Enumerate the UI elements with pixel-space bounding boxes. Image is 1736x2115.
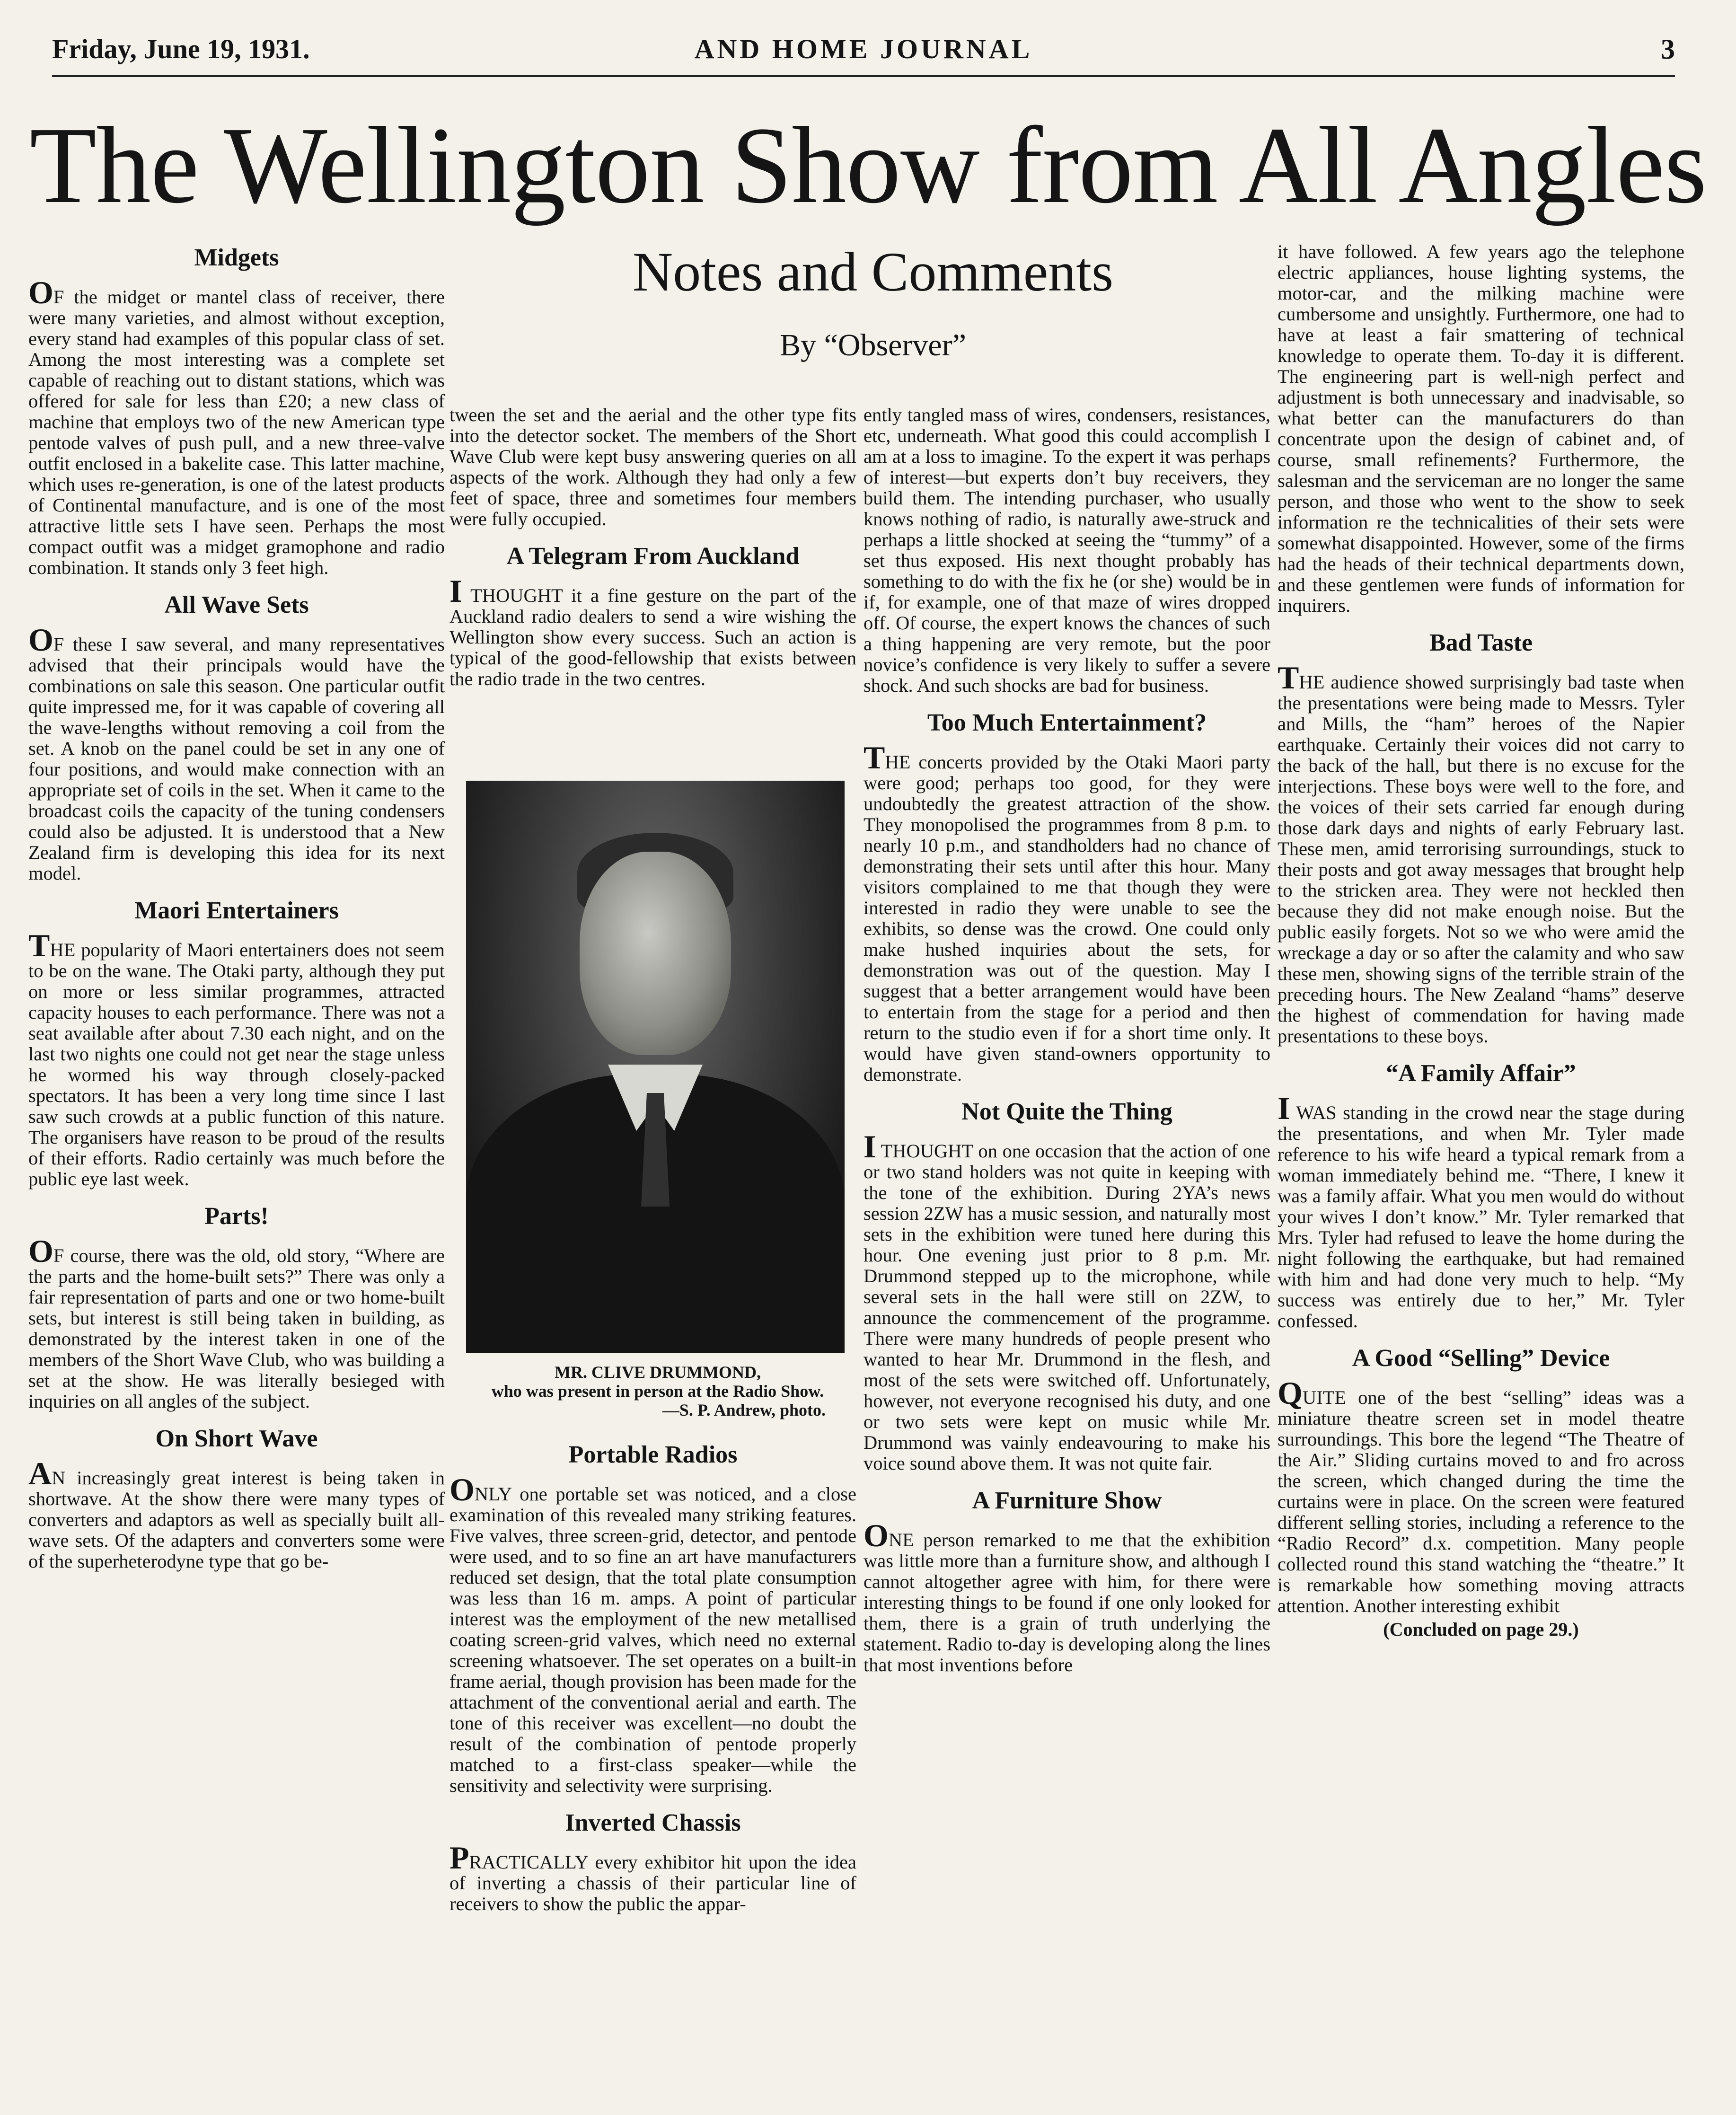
running-head — [52, 33, 1675, 76]
article-inverted-chassis: PRACTICALLY every exhibitor hit upon the idea of inverting a chassis of their particular line of receivers to show the public the appar- — [449, 1840, 856, 1914]
feature-title: Notes and Comments — [632, 241, 1114, 303]
article-portable-radios: ONLY one portable set was noticed, and a close examination of this revealed many striking features. Five valves, three screen-grid, detector, and pentode were used, and to so fine an art have manufacturers reduced set design, that the total plate consumption was less than 16 m. amps. A point of particular interest was the employment of the new metallised coating screen-grid valves, which need no external screening whatsoever. The set operates on a built-in frame aerial, though provision has been made for the attachment of the conventional aerial and earth. The tone of this receiver was excellent—no doubt the result of the combination of pentode properly matched to a first-class speaker—while the sensitivity and selectivity were surprising. — [449, 1472, 856, 1796]
headline: The Wellington Show from All Angles — [29, 105, 1707, 226]
subhead-too-much-entertainment: Too Much Entertainment? — [927, 709, 1207, 736]
subhead-a-furniture-show: A Furniture Show — [972, 1487, 1162, 1514]
article-a-furniture-show: ONE person remarked to me that the exhibition was little more than a furniture show, and although I cannot altogether agree with him, for there were interesting things to be found if one only looked for them, there is a grain of truth underlying the statement. Radio to-day is developing along the lines that most inventions before — [864, 1517, 1270, 1675]
issue-date: Friday, June 19, 1931. — [52, 34, 310, 64]
column-3 — [864, 405, 1270, 1678]
article-telegram-from-auckland: I THOUGHT it a fine gesture on the part of the Auckland radio dealers to send a wire wishing the Wellington show every success. Such an action is typical of the good-fellowship that exists between the radio trade in the two centres. — [449, 573, 856, 689]
caption-text: who was present in person at the Radio Show. — [491, 1382, 824, 1401]
article-bad-taste: THE audience showed surprisingly bad taste when the presentations were being made to Messrs. Tyler and Mills, the “ham” heroes of the Napier earthquake. Certainly their voices did not carry to the back of the hall, but there is no excuse for the interjections. These boys were well to the fore, and the voices of their sets carried far enough during those dark days and nights of early February last. These men, amid terrorising surroundings, stuck to their posts and got away messages that brought help to the stricken area. They were not heckled then because they did not make enough noise. But the public easily forgets. Not so we who were amid the wreckage a day or so after the calamity and who saw these men, showing signs of the terrible strain of the preceding hours. The New Zealand “hams” deserve the highest of commendation for having made presentations to these boys. — [1278, 660, 1684, 1047]
header-rule — [52, 75, 1675, 77]
article-a-good-selling-device: QUITE one of the best “selling” ideas was a miniature theatre screen set in model theatre surroundings. This bore the legend “The Theatre of the Air.” Sliding curtains moved to and fro across the screen, which changed during the time the curtains were in place. On the screen were featured different selling stories, including a reference to the “Radio Record” d.x. competition. Many people collected round this stand watching the “theatre.” It is remarkable how something moving attracts attention. Another interesting exhibit — [1278, 1375, 1684, 1616]
photo-caption — [461, 1363, 854, 1419]
subhead-a-good-selling-device: A Good “Selling” Device — [1352, 1345, 1610, 1372]
article-parts: OF course, there was the old, old story, “Where are the parts and the home-built sets?” There was only a fair representation of parts and one or two home-built sets, but interest is still being taken in building, as demonstrated by the interest taken in one of the members of the Short Wave Club, who was building a set at the show. He was literally besieged with inquiries on all angles of the subject. — [28, 1233, 445, 1412]
byline: By “Observer” — [779, 328, 966, 362]
subhead-maori-entertainers: Maori Entertainers — [134, 897, 339, 924]
article-too-much-entertainment: THE concerts provided by the Otaki Maori party were good; perhaps too good, for they were undoubtedly the greatest attraction of the show. They monopolised the programmes from 8 p.m. to nearly 10 p.m., and standholders had no chance of demonstrating their sets until after this hour. Many visitors complained to me that though they were interested in radio they were unable to see the exhibits, so dense was the crowd. One could only make hushed inquiries about the sets, for demonstration was out of the question. May I suggest that a better arrangement would have been to entertain from the stage for a period and then return to the studio even if for a short time only. It would have given stand-owners opportunity to demonstrate. — [864, 740, 1270, 1085]
article-all-wave-sets: OF these I saw several, and many representatives advised that their principals would have the combinations on sale this season. One particular outfit quite impressed me, for it was capable of covering all the wave-lengths without removing a coil from the set. A knob on the panel could be set in any one of four positions, and would make connection with an appropriate set of coils in the set. When it came to the broadcast coils the capacity of the tuning condensers could also be adjusted. It is understood that a New Zealand firm is developing this idea for its next model. — [28, 622, 445, 884]
subhead-parts: Parts! — [204, 1203, 269, 1230]
article-not-quite-the-thing: I THOUGHT on one occasion that the action of one or two stand holders was not quite in keeping with the tone of the exhibition. During 2YA’s news session 2ZW has a music session, and naturally most sets in the exhibition were tuned here during this hour. One evening just prior to 8 p.m. Mr. Drummond stepped up to the microphone, while several sets in the hall were still on 2ZW, to announce the commencement of the programme. There were many hundreds of people present who wanted to hear Mr. Drummond in the flesh, and most of the sets were switched off. Unfortunately, however, not everyone recognised his duty, and one or two sets were kept on music while Mr. Drummond was vainly endeavouring to make his voice sound above them. It was not quite fair. — [864, 1128, 1270, 1474]
subhead-a-family-affair: “A Family Affair” — [1386, 1060, 1576, 1087]
article-furniture-show-continued: it have followed. A few years ago the telephone electric appliances, house lighting systems, the motor-car, and the milking machine were cumbersome and unsightly. Furthermore, one had to have at least a fair smattering of technical knowledge to operate them. To-day it is different. The engineering part is well-nigh perfect and adjustment is both unnecessary and inadvisable, so what better can the manufacturers do than concentrate upon the design of cabinet and, of course, small refinements? Furthermore, the salesman and the serviceman are no longer the same person, and those who went to the show to seek information re the technicalities of their sets were somewhat disappointed. However, some of the firms had the heads of their technical departments down, and these gentlemen were funds of information for inquirers. — [1278, 241, 1684, 616]
photo-credit: —S. P. Andrew, photo. — [662, 1401, 826, 1419]
column-2-top — [449, 405, 856, 692]
page-number: 3 — [1661, 34, 1675, 65]
column-4 — [1278, 241, 1684, 1640]
article-midgets: OF the midget or mantel class of receiver, there were many varieties, and almost without exception, every stand had examples of this popular class of set. Among the most interesting was a complete set capable of reaching out to distant stations, which was offered for sale for less than £20; a new class of machine that employs two of the new American type pentode valves of push pull, and a new three-valve outfit enclosed in a bakelite case. This latter machine, which uses re-generation, is one of the latest products of Continental manufacture, and is one of the most attractive little sets I have seen. Perhaps the most compact outfit was a midget gramophone and radio combination. It stands only 3 feet high. — [28, 274, 445, 578]
subhead-midgets: Midgets — [194, 244, 279, 271]
article-on-short-wave: AN increasingly great interest is being taken in shortwave. At the show there were many types of converters and adaptors as well as specially built all-wave sets. Of the adapters and converters some were of the superheterodyne type that go be- — [28, 1455, 445, 1572]
continued-note: (Concluded on page 29.) — [1383, 1619, 1579, 1640]
subhead-bad-taste: Bad Taste — [1429, 629, 1533, 656]
article-inverted-chassis-continued: ently tangled mass of wires, condensers, resistances, etc, underneath. What good this could accomplish I am at a loss to imagine. To the expert it was perhaps of interest—but experts don’t buy receivers, they build them. The intending purchaser, who usually knows nothing of radio, is naturally awe-struck and perhaps a little shocked at seeing the “tummy” of a set thus exposed. His next thought probably has something to do with the fix he (or she) would be in if, for example, one of that maze of wires dropped off. Of course, the expert knows the chances of such a thing happening are very remote, but the poor novice’s confidence is very likely to suffer a severe shock. And such shocks are bad for business. — [864, 404, 1270, 696]
subhead-inverted-chassis: Inverted Chassis — [565, 1809, 741, 1836]
column-2-bottom — [449, 1438, 856, 1917]
subhead-portable-radios: Portable Radios — [568, 1441, 738, 1468]
subhead-telegram-from-auckland: A Telegram From Auckland — [506, 543, 800, 570]
article-short-wave-continued: tween the set and the aerial and the other type fits into the detector socket. The members of the Short Wave Club were kept busy answering queries on all aspects of the work. Although they had only a few feet of space, three and sometimes four members were fully occupied. — [449, 404, 856, 529]
caption-name: MR. CLIVE DRUMMOND, — [555, 1363, 761, 1382]
subhead-not-quite-the-thing: Not Quite the Thing — [961, 1098, 1172, 1125]
column-1 — [28, 241, 445, 1575]
article-a-family-affair: I WAS standing in the crowd near the stage during the presentations, and when Mr. Tyler made reference to his wife heard a typical remark from a woman immediately behind me. “There, I knew it was a family affair. What you men would do without your wives I don’t know.” Mr. Tyler remarked that Mrs. Tyler had refused to leave the home during the night following the earthquake, but had remained with him and had done very much to help. “My success was entirely due to her,” Mr. Tyler confessed. — [1278, 1090, 1684, 1331]
portrait-photo — [466, 781, 845, 1353]
subhead-on-short-wave: On Short Wave — [155, 1425, 318, 1452]
publication-name: AND HOME JOURNAL — [694, 34, 1033, 64]
article-maori-entertainers: THE popularity of Maori entertainers does not seem to be on the wane. The Otaki party, although they put on more or less similar programmes, attracted capacity houses to each performance. There was not a seat available after about 7.30 each night, and on the last two nights one could not get near the stage unless he wormed his way through closely-packed spectators. It has been a very long time since I last saw such crowds at a public function of this nature. The organisers have reason to be proud of the results of their efforts. Radio certainly was much before the public eye last week. — [28, 927, 445, 1190]
subhead-all-wave-sets: All Wave Sets — [164, 591, 309, 618]
